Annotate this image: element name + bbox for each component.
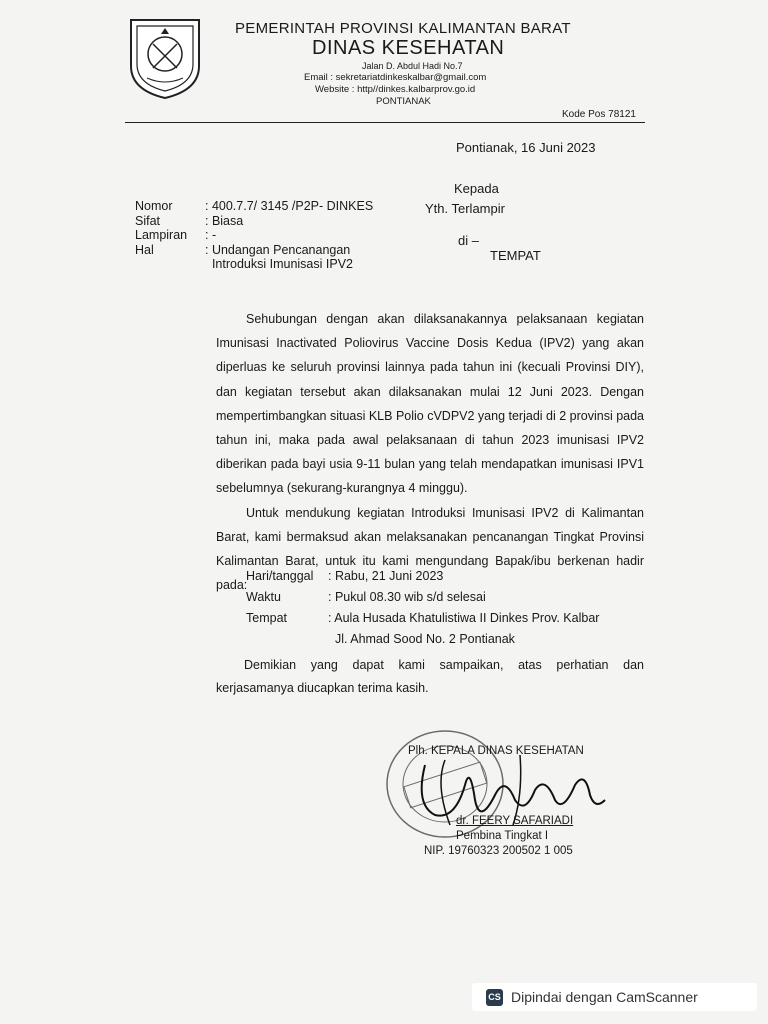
meta-label: Sifat: [135, 213, 161, 228]
schedule-value: : Pukul 08.30 wib s/d selesai: [328, 590, 486, 604]
schedule-key: Hari/tanggal: [246, 569, 314, 583]
schedule-value: : Rabu, 21 Juni 2023: [328, 569, 444, 583]
recipient-yth: Yth. Terlampir: [425, 201, 505, 216]
kalbar-coat-of-arms-logo: [125, 14, 205, 100]
watermark-text: Dipindai dengan CamScanner: [511, 989, 698, 1005]
meta-value: : -: [205, 228, 217, 242]
recipient-di: di –: [458, 233, 479, 248]
camscanner-icon: CS: [486, 989, 503, 1006]
schedule-key: Waktu: [246, 590, 281, 604]
meta-label: Lampiran: [135, 228, 188, 242]
schedule-row: [246, 566, 599, 587]
paragraph-invitation: Untuk mendukung kegiatan Introduksi Imunisasi IPV2 di Kalimantan Barat, kami bermaksud akan melaksanakan pencanangan Tingkat Provinsi Kalimantan Barat, untuk itu kami mengundang Bapak/ibu berkenan hadir pada:: [216, 505, 644, 593]
signatory-name: dr. FEERY SAFARIADI: [456, 815, 574, 827]
schedule-key: [246, 629, 328, 650]
meta-label: Nomor: [135, 199, 173, 213]
meta-row: [135, 228, 405, 243]
letter-body: [216, 307, 644, 597]
header-government: PEMERINTAH PROVINSI KALIMANTAN BARAT: [235, 20, 571, 37]
signatory-rank: Pembina Tingkat I: [456, 830, 549, 842]
signatory-nip: NIP. 19760323 200502 1 005: [424, 845, 573, 857]
closing-paragraph: Demikian yang dapat kami sampaikan, atas perhatian dan kerjasamanya diucapkan terima kasih.: [216, 658, 644, 695]
meta-value: : 400.7.7/ 3145 /P2P- DINKES: [205, 199, 374, 213]
meta-value: : Undangan Pencanangan: [205, 242, 351, 257]
header-website: Website : http//dinkes.kalbarprov.go.id: [315, 84, 476, 95]
schedule-key: Tempat: [246, 611, 287, 625]
header-agency: DINAS KESEHATAN: [312, 37, 505, 59]
header-address: Jalan D. Abdul Hadi No.7: [362, 61, 463, 71]
header-postal-code: Kode Pos 78121: [562, 109, 636, 120]
header-city: PONTIANAK: [376, 96, 431, 107]
schedule-row: [246, 587, 599, 608]
meta-row: [135, 257, 405, 272]
meta-row: [135, 199, 405, 214]
meta-value: : Biasa: [205, 213, 244, 228]
meta-label: [135, 257, 205, 272]
camscanner-watermark: [472, 983, 757, 1011]
event-schedule: [246, 566, 599, 650]
paragraph-intro: Sehubungan dengan akan dilaksanakannya pelaksanaan kegiatan Imunisasi Inactivated Poliovirus Vaccine Dosis Kedua (IPV2) yang akan diperluas ke seluruh provinsi lainnya pada tahun ini (kecuali Provinsi DIY), dan kegiatan tersebut akan dilaksanakan mulai 12 Juni 2023. Dengan mempertimbangkan situasi KLB Polio cVDPV2 yang terjadi di 2 provinsi pada tahun ini, maka pada awal pelaksanaan di tahun 2023 imunisasi IPV2 diberikan pada bayi usia 9-11 bulan yang telah mendapatkan imunisasi IPV1 sebelumnya (sekurang-kurangnya 4 minggu).: [216, 312, 645, 496]
recipient-place: TEMPAT: [490, 248, 541, 263]
header-email: Email : sekretariatdinkeskalbar@gmail.com: [304, 72, 487, 83]
meta-row: [135, 214, 405, 229]
letter-metadata: [135, 199, 405, 272]
schedule-value: : Aula Husada Khatulistiwa II Dinkes Prov. Kalbar: [328, 611, 600, 625]
signatory-title: Plh. KEPALA DINAS KESEHATAN: [408, 745, 584, 757]
schedule-row: [246, 629, 599, 650]
schedule-row: [246, 608, 599, 629]
meta-value: Introduksi Imunisasi IPV2: [205, 257, 353, 271]
letter-date: Pontianak, 16 Juni 2023: [456, 140, 596, 155]
meta-row: [135, 243, 405, 258]
schedule-value: Jl. Ahmad Sood No. 2 Pontianak: [328, 632, 515, 646]
recipient-kepada: Kepada: [454, 181, 499, 196]
header-divider: [125, 122, 645, 123]
meta-label: Hal: [135, 242, 154, 257]
